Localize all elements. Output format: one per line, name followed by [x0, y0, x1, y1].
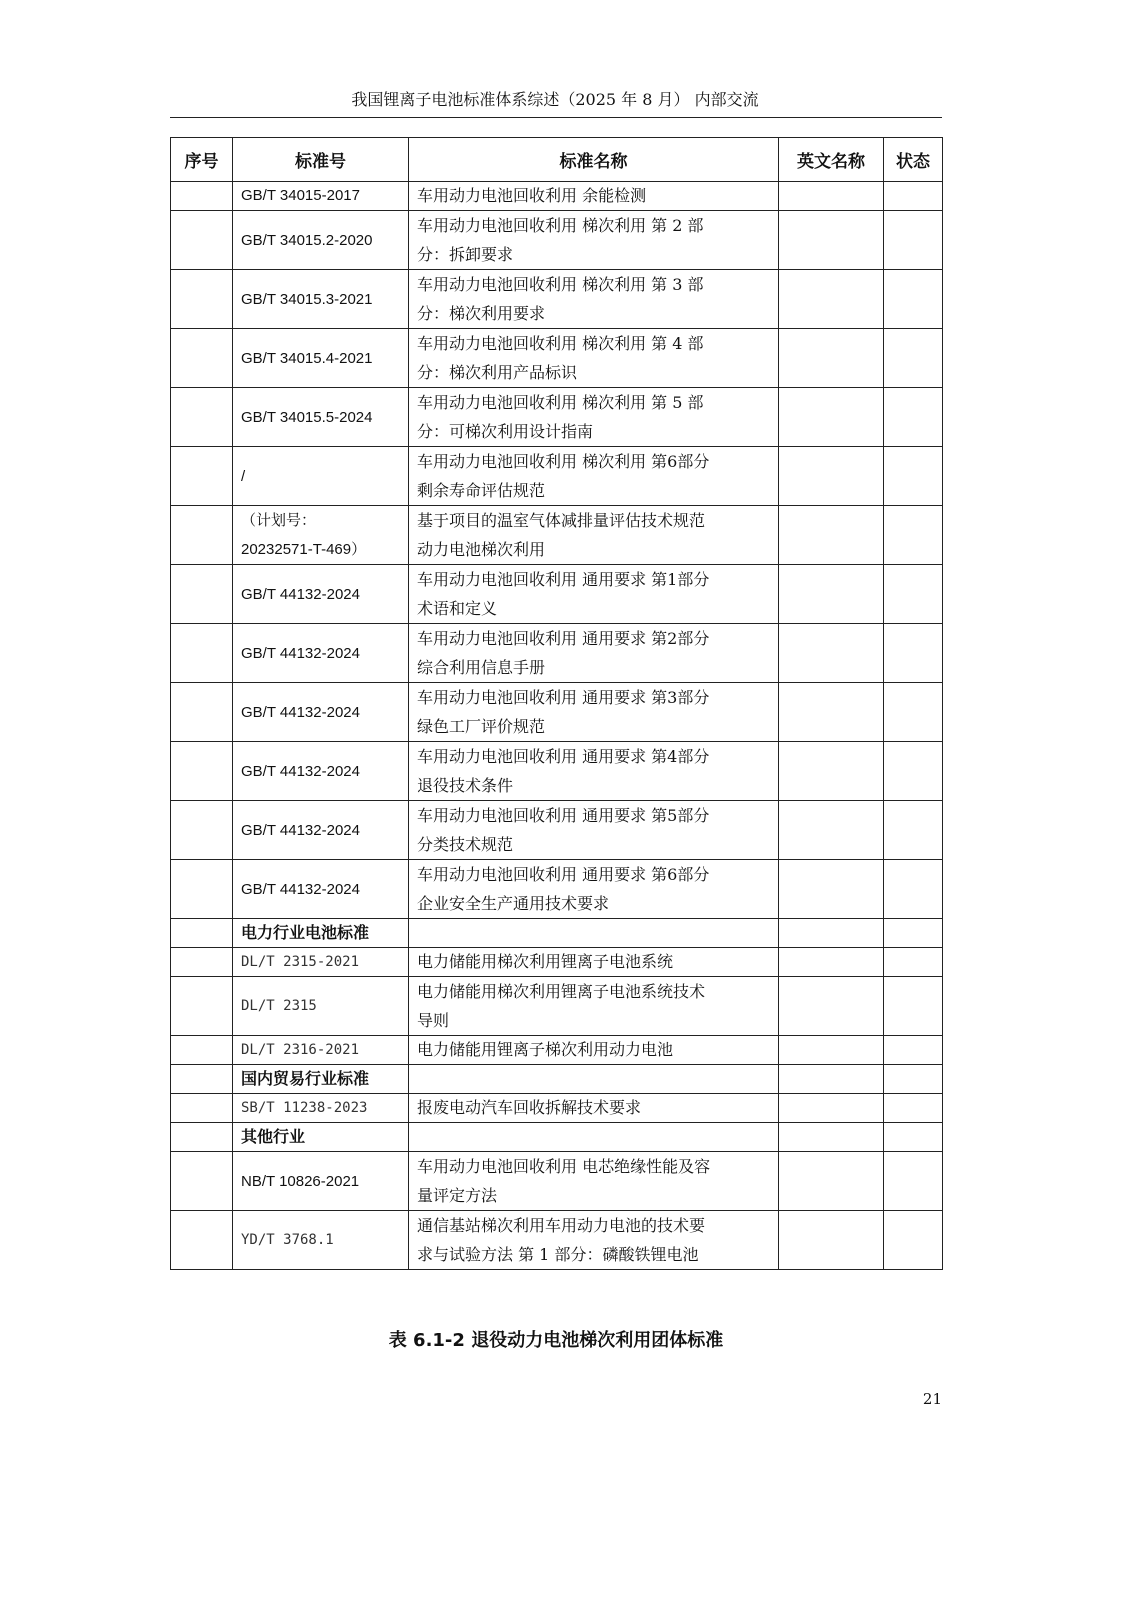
cell-standard-name — [409, 1152, 779, 1211]
standard-code-line: （计划号： — [241, 512, 317, 529]
cell-standard-name — [409, 211, 779, 270]
cell-seq — [171, 801, 233, 860]
cell-standard-name — [409, 742, 779, 801]
table-row — [171, 329, 943, 388]
cell-status — [884, 977, 943, 1036]
cell-standard-code: GB/T 44132-2024 — [233, 624, 409, 683]
standards-table — [170, 137, 943, 1270]
cell-standard-name — [409, 860, 779, 919]
cell-standard-code: GB/T 34015-2017 — [233, 182, 409, 211]
cell-standard-code: GB/T 34015.2-2020 — [233, 211, 409, 270]
cell-standard-code: GB/T 34015.3-2021 — [233, 270, 409, 329]
standard-name-line: 电力储能用梯次利用锂离子电池系统 — [417, 952, 674, 971]
cell-standard-name — [409, 565, 779, 624]
standard-name-line: 车用动力电池回收利用 通用要求 第3部分 — [417, 688, 710, 707]
cell-name — [409, 919, 779, 948]
cell-standard-name — [409, 948, 779, 977]
section-row — [171, 919, 943, 948]
cell-status — [884, 329, 943, 388]
section-row — [171, 1123, 943, 1152]
table-row — [171, 447, 943, 506]
cell-status — [884, 565, 943, 624]
cell-status — [884, 624, 943, 683]
cell-standard-code: DL/T 2316-2021 — [233, 1036, 409, 1065]
cell-name — [409, 1123, 779, 1152]
standard-name-line: 车用动力电池回收利用 通用要求 第6部分 — [417, 865, 710, 884]
column-header-name: 标准名称 — [409, 138, 779, 182]
table-row — [171, 211, 943, 270]
cell-english-name — [779, 742, 884, 801]
cell-status — [884, 948, 943, 977]
standard-name-line: 车用动力电池回收利用 电芯绝缘性能及容 — [417, 1157, 711, 1176]
table-row — [171, 1211, 943, 1270]
table-row — [171, 742, 943, 801]
cell-seq — [171, 919, 233, 948]
table-row — [171, 860, 943, 919]
cell-seq — [171, 1211, 233, 1270]
cell-status — [884, 1036, 943, 1065]
cell-english-name — [779, 506, 884, 565]
cell-status — [884, 447, 943, 506]
standard-name-line: 车用动力电池回收利用 通用要求 第5部分 — [417, 806, 710, 825]
column-header-code: 标准号 — [233, 138, 409, 182]
standard-name-line: 电力储能用梯次利用锂离子电池系统技术 — [417, 982, 706, 1001]
cell-seq — [171, 1094, 233, 1123]
standard-name-line: 动力电池梯次利用 — [417, 540, 546, 559]
standard-name-line: 车用动力电池回收利用 余能检测 — [417, 186, 647, 205]
cell-seq — [171, 860, 233, 919]
cell-english-name — [779, 1152, 884, 1211]
standard-name-line: 分类技术规范 — [417, 835, 514, 854]
cell-standard-code: GB/T 44132-2024 — [233, 801, 409, 860]
cell-english-name — [779, 388, 884, 447]
table-row — [171, 977, 943, 1036]
cell-english-name — [779, 329, 884, 388]
cell-standard-code: GB/T 44132-2024 — [233, 565, 409, 624]
cell-standard-name — [409, 683, 779, 742]
standard-name-line: 剩余寿命评估规范 — [417, 481, 546, 500]
standard-name-line: 车用动力电池回收利用 梯次利用 第 5 部 — [417, 393, 704, 412]
section-row — [171, 1065, 943, 1094]
cell-status — [884, 1123, 943, 1152]
table-row — [171, 1094, 943, 1123]
standard-name-line: 报废电动汽车回收拆解技术要求 — [417, 1098, 642, 1117]
cell-english-name — [779, 1036, 884, 1065]
page-number: 21 — [922, 1390, 942, 1408]
cell-status — [884, 506, 943, 565]
table-row — [171, 683, 943, 742]
standard-code-line: 20232571-T-469） — [241, 541, 367, 558]
cell-standard-name — [409, 977, 779, 1036]
cell-seq — [171, 977, 233, 1036]
column-header-seq: 序号 — [171, 138, 233, 182]
table-row — [171, 388, 943, 447]
cell-status — [884, 683, 943, 742]
cell-english-name — [779, 948, 884, 977]
cell-standard-code: GB/T 34015.4-2021 — [233, 329, 409, 388]
table-caption: 表 6.1-2 退役动力电池梯次利用团体标准 — [388, 1330, 724, 1351]
cell-status — [884, 270, 943, 329]
table-row — [171, 270, 943, 329]
cell-status — [884, 1065, 943, 1094]
table-row — [171, 801, 943, 860]
standard-name-line: 企业安全生产通用技术要求 — [417, 894, 610, 913]
cell-standard-name — [409, 447, 779, 506]
cell-seq — [171, 565, 233, 624]
cell-status — [884, 801, 943, 860]
cell-status — [884, 388, 943, 447]
cell-standard-name — [409, 182, 779, 211]
standard-name-line: 退役技术条件 — [417, 776, 514, 795]
section-label: 其他行业 — [233, 1123, 409, 1152]
cell-standard-code: DL/T 2315-2021 — [233, 948, 409, 977]
header-divider — [170, 117, 942, 118]
cell-standard-name — [409, 801, 779, 860]
standard-name-line: 绿色工厂评价规范 — [417, 717, 546, 736]
cell-standard-code: SB/T 11238-2023 — [233, 1094, 409, 1123]
cell-name — [409, 1065, 779, 1094]
table-row — [171, 506, 943, 565]
cell-seq — [171, 506, 233, 565]
page-header: 我国锂离子电池标准体系综述（2025 年 8 月） 内部交流 — [351, 90, 759, 109]
cell-standard-code — [233, 506, 409, 565]
cell-seq — [171, 270, 233, 329]
cell-seq — [171, 1123, 233, 1152]
cell-seq — [171, 1065, 233, 1094]
cell-status — [884, 1211, 943, 1270]
cell-english-name — [779, 447, 884, 506]
standard-name-line: 车用动力电池回收利用 梯次利用 第6部分 — [417, 452, 710, 471]
table-row — [171, 565, 943, 624]
cell-seq — [171, 683, 233, 742]
cell-english-name — [779, 1094, 884, 1123]
cell-seq — [171, 1036, 233, 1065]
cell-status — [884, 860, 943, 919]
cell-seq — [171, 948, 233, 977]
cell-standard-name — [409, 1094, 779, 1123]
column-header-english-name: 英文名称 — [779, 138, 884, 182]
cell-standard-name — [409, 624, 779, 683]
cell-standard-name — [409, 1036, 779, 1065]
section-label: 国内贸易行业标准 — [233, 1065, 409, 1094]
cell-seq — [171, 329, 233, 388]
cell-standard-code: GB/T 44132-2024 — [233, 742, 409, 801]
standard-name-line: 基于项目的温室气体减排量评估技术规范 — [417, 511, 706, 530]
cell-english-name — [779, 211, 884, 270]
cell-status — [884, 742, 943, 801]
standard-name-line: 分：梯次利用要求 — [417, 304, 546, 323]
cell-english-name — [779, 1211, 884, 1270]
standard-name-line: 分：梯次利用产品标识 — [417, 363, 578, 382]
standard-name-line: 求与试验方法 第 1 部分：磷酸铁锂电池 — [417, 1245, 699, 1264]
cell-seq — [171, 624, 233, 683]
standard-name-line: 车用动力电池回收利用 梯次利用 第 2 部 — [417, 216, 704, 235]
cell-standard-name — [409, 270, 779, 329]
cell-standard-code: NB/T 10826-2021 — [233, 1152, 409, 1211]
table-header-row — [171, 138, 943, 182]
standard-name-line: 分：拆卸要求 — [417, 245, 514, 264]
cell-seq — [171, 182, 233, 211]
cell-english-name — [779, 1123, 884, 1152]
table-row — [171, 624, 943, 683]
table-row — [171, 182, 943, 211]
cell-standard-code: GB/T 44132-2024 — [233, 683, 409, 742]
cell-english-name — [779, 182, 884, 211]
standard-name-line: 导则 — [417, 1011, 450, 1030]
table-row — [171, 1152, 943, 1211]
standard-name-line: 车用动力电池回收利用 梯次利用 第 3 部 — [417, 275, 704, 294]
cell-standard-code: GB/T 34015.5-2024 — [233, 388, 409, 447]
cell-standard-code: GB/T 44132-2024 — [233, 860, 409, 919]
cell-english-name — [779, 1065, 884, 1094]
section-label: 电力行业电池标准 — [233, 919, 409, 948]
cell-seq — [171, 1152, 233, 1211]
cell-seq — [171, 211, 233, 270]
cell-english-name — [779, 683, 884, 742]
cell-english-name — [779, 624, 884, 683]
cell-english-name — [779, 977, 884, 1036]
standard-name-line: 车用动力电池回收利用 通用要求 第4部分 — [417, 747, 710, 766]
cell-standard-name — [409, 1211, 779, 1270]
cell-english-name — [779, 801, 884, 860]
standard-name-line: 分：可梯次利用设计指南 — [417, 422, 594, 441]
cell-standard-name — [409, 329, 779, 388]
cell-english-name — [779, 860, 884, 919]
cell-status — [884, 1152, 943, 1211]
standard-name-line: 车用动力电池回收利用 梯次利用 第 4 部 — [417, 334, 704, 353]
cell-standard-code: DL/T 2315 — [233, 977, 409, 1036]
cell-english-name — [779, 270, 884, 329]
cell-status — [884, 211, 943, 270]
table-row — [171, 1036, 943, 1065]
standard-name-line: 综合利用信息手册 — [417, 658, 546, 677]
standard-name-line: 量评定方法 — [417, 1186, 498, 1205]
cell-seq — [171, 447, 233, 506]
table-body — [171, 182, 943, 1270]
cell-standard-code: YD/T 3768.1 — [233, 1211, 409, 1270]
cell-seq — [171, 742, 233, 801]
cell-seq — [171, 388, 233, 447]
cell-standard-code: / — [233, 447, 409, 506]
standard-name-line: 车用动力电池回收利用 通用要求 第2部分 — [417, 629, 710, 648]
cell-standard-name — [409, 388, 779, 447]
column-header-status: 状态 — [884, 138, 943, 182]
cell-english-name — [779, 565, 884, 624]
cell-status — [884, 919, 943, 948]
cell-standard-name — [409, 506, 779, 565]
cell-status — [884, 1094, 943, 1123]
standard-name-line: 电力储能用锂离子梯次利用动力电池 — [417, 1040, 674, 1059]
standard-name-line: 通信基站梯次利用车用动力电池的技术要 — [417, 1216, 706, 1235]
standard-name-line: 术语和定义 — [417, 599, 498, 618]
standard-name-line: 车用动力电池回收利用 通用要求 第1部分 — [417, 570, 710, 589]
cell-status — [884, 182, 943, 211]
cell-english-name — [779, 919, 884, 948]
table-row — [171, 948, 943, 977]
